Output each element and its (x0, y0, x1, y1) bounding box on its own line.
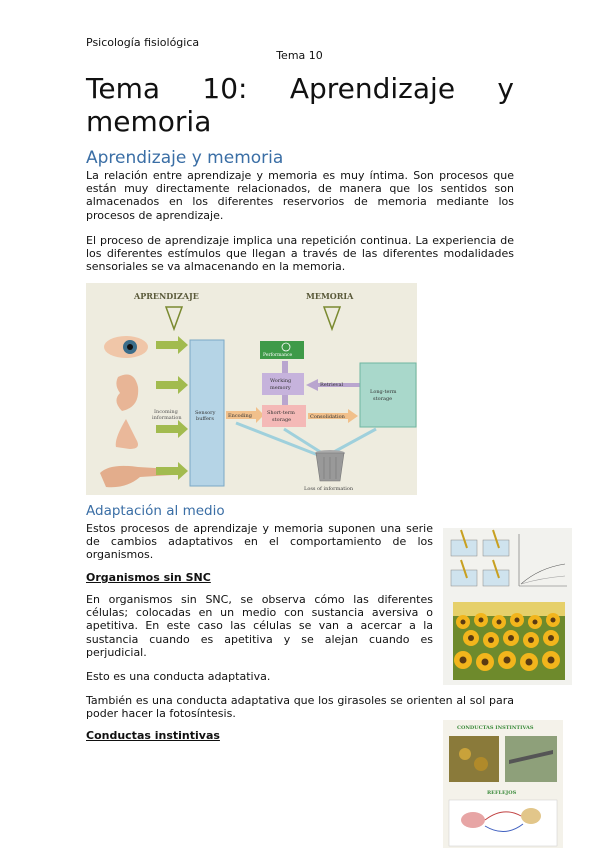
short-term-storage-box (262, 405, 306, 427)
paragraph: Estos procesos de aprendizaje y memoria suponen una serie de cambios adaptativos en el comportamiento de los organismos. (86, 522, 433, 562)
performance-label: Performance (263, 353, 293, 358)
short-term-label: Short-term (267, 410, 295, 416)
paragraph: La relación entre aprendizaje y memoria es muy íntima. Son procesos que están muy directamente relacionados, de manera que los sentidos son almacenados en los diferentes reservorios de memoria mediante los procesos de aprendizaje. (86, 169, 514, 222)
sensory-label: buffers (196, 416, 214, 422)
subheading-instinctive-behaviors: Conductas instintivas (86, 729, 220, 742)
title-line-1 (86, 72, 514, 105)
sensory-label: Sensory (195, 410, 216, 416)
reflex-label: REFLEJOS (487, 790, 517, 796)
title-word: y (497, 72, 514, 105)
header-subject: Psicología fisiológica (86, 36, 200, 49)
document-title (86, 72, 514, 138)
paragraph: Esto es una conducta adaptativa. (86, 670, 271, 683)
title-line-2: memoria (86, 105, 212, 138)
incoming-label: Incoming (154, 409, 178, 415)
consolidation-label: Consolidation (310, 414, 345, 420)
sunflowers-photo (453, 602, 565, 680)
cells-sunflowers-image (443, 528, 572, 685)
eye-icon (104, 336, 148, 358)
incoming-label: information (152, 415, 182, 421)
loss-label: Loss of information (304, 486, 354, 492)
working-label: memory (270, 385, 291, 391)
instinctive-behaviors-image (443, 720, 563, 848)
trash-can-icon (315, 450, 345, 481)
stm-arrow (282, 395, 288, 405)
short-term-label: storage (272, 417, 292, 423)
working-label: Working (270, 378, 292, 384)
section-heading-learning-memory: Aprendizaje y memoria (86, 148, 284, 168)
instinct-image-title: CONDUCTAS INSTINTIVAS (457, 725, 534, 731)
encoding-label: Encoding (228, 413, 252, 419)
paragraph: También es una conducta adaptativa que los girasoles se orienten al sol para poder hacer la fotosíntesis. (86, 694, 514, 721)
learning-memory-diagram (86, 283, 417, 495)
performance-arrow (282, 361, 288, 373)
retrieval-label: Retrieval (320, 382, 344, 388)
long-term-storage-box (360, 363, 416, 427)
long-term-label: storage (373, 396, 393, 402)
title-word: Aprendizaje (289, 72, 456, 105)
diagram-title-learning: APRENDIZAJE (134, 291, 199, 301)
title-word: 10: (202, 72, 248, 105)
working-memory-box (262, 373, 304, 395)
paragraph: En organismos sin SNC, se observa cómo las diferentes células; colocadas en un medio con sustancia aversiva o apetitiva. En este caso las células se van a acercar a la sustancia cuando es apetitiva y se alejan cuando es perjudicial. (86, 593, 433, 659)
diagram-title-memory: MEMORIA (306, 291, 354, 301)
subheading-organisms-without-cns: Organismos sin SNC (86, 571, 211, 584)
header-topic: Tema 10 (276, 49, 323, 62)
paragraph: El proceso de aprendizaje implica una repetición continua. La experiencia de los diferentes estímulos que llegan a través de las diferentes modalidades sensoriales se va almacenando en la memoria. (86, 234, 514, 274)
title-word: Tema (86, 72, 161, 105)
long-term-label: Long-term (370, 389, 397, 395)
animal-photo (449, 736, 499, 782)
section-heading-adaptation: Adaptación al medio (86, 503, 225, 519)
